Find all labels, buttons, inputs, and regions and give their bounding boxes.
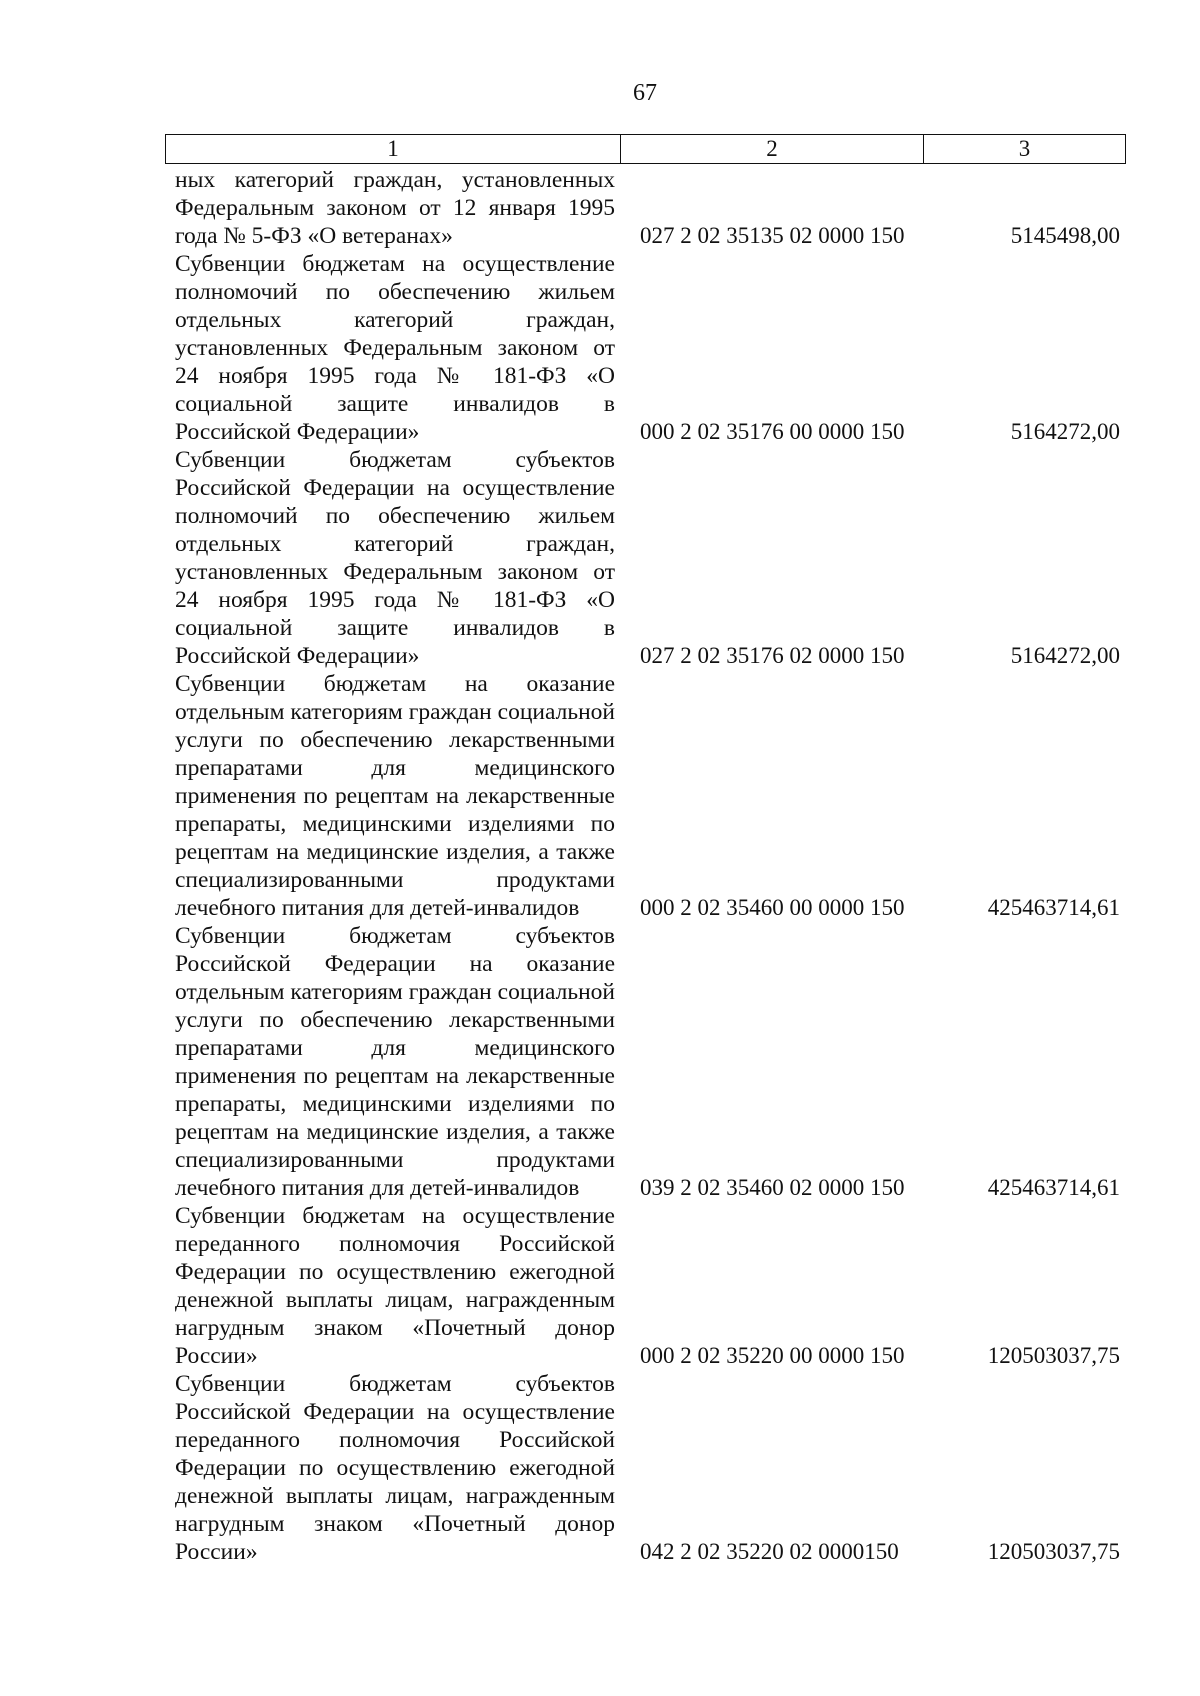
- row-code: 027 2 02 35176 02 0000 150: [640, 643, 905, 668]
- row-description: Субвенции бюджетам субъектов Российской Федерации на осуществление переданного полномочия Российской Федерации по осуществлению ежегодной денежной выплаты лицам, награжденным нагрудным знаком «Почетный донор России»: [175, 1371, 615, 1565]
- header-column-2: 2: [621, 135, 924, 164]
- table-row: [0, 670, 1200, 922]
- table-row: [0, 1370, 1200, 1566]
- table-row: [0, 250, 1200, 446]
- row-code: 027 2 02 35135 02 0000 150: [640, 223, 905, 248]
- row-amount: 425463714,61: [987, 1175, 1120, 1200]
- page-number: 67: [633, 80, 657, 106]
- row-amount: 5164272,00: [1010, 419, 1120, 444]
- row-description: Субвенции бюджетам на осуществление переданного полномочия Российской Федерации по осуществлению ежегодной денежной выплаты лицам, награжденным нагрудным знаком «Почетный донор России»: [175, 1203, 615, 1369]
- header-column-3: 3: [924, 135, 1126, 164]
- row-amount: 120503037,75: [987, 1539, 1120, 1564]
- row-code: 000 2 02 35176 00 0000 150: [640, 419, 905, 444]
- row-amount: 425463714,61: [987, 895, 1120, 920]
- row-description: Субвенции бюджетам субъектов Российской Федерации на оказание отдельным категориям граждан социальной услуги по обеспечению лекарственными препаратами для медицинского применения по рецептам на лекарственные препараты, медицинскими изделиями по рецептам на медицинские изделия, а также специализированными продуктами лечебного питания для детей-инвалидов: [175, 923, 615, 1201]
- row-amount: 120503037,75: [987, 1343, 1120, 1368]
- table-row: [0, 166, 1200, 250]
- row-amount: 5164272,00: [1010, 643, 1120, 668]
- table-header: [165, 134, 1126, 164]
- row-description: Субвенции бюджетам субъектов Российской Федерации на осуществление полномочий по обеспечению жильем отдельных категорий граждан, установленных Федеральным законом от 24 ноября 1995 года № 181-ФЗ «О социальной защите инвалидов в Российской Федерации»: [175, 447, 615, 669]
- row-description: ных категорий граждан, установленных Федеральным законом от 12 января 1995 года № 5-ФЗ «О ветеранах»: [175, 167, 615, 249]
- row-amount: 5145498,00: [1010, 223, 1120, 248]
- row-code: 042 2 02 35220 02 0000150: [640, 1539, 899, 1564]
- table-body: [0, 166, 1200, 1566]
- table-row: [0, 446, 1200, 670]
- row-description: Субвенции бюджетам на осуществление полномочий по обеспечению жильем отдельных категорий граждан, установленных Федеральным законом от 24 ноября 1995 года № 181-ФЗ «О социальной защите инвалидов в Российской Федерации»: [175, 251, 615, 445]
- row-code: 000 2 02 35460 00 0000 150: [640, 895, 905, 920]
- header-column-1: 1: [166, 135, 621, 164]
- table-row: [0, 922, 1200, 1202]
- row-code: 000 2 02 35220 00 0000 150: [640, 1343, 905, 1368]
- row-description: Субвенции бюджетам на оказание отдельным категориям граждан социальной услуги по обеспечению лекарственными препаратами для медицинского применения по рецептам на лекарственные препараты, медицинскими изделиями по рецептам на медицинские изделия, а также специализированными продуктами лечебного питания для детей-инвалидов: [175, 671, 615, 921]
- table-row: [0, 1202, 1200, 1370]
- row-code: 039 2 02 35460 02 0000 150: [640, 1175, 905, 1200]
